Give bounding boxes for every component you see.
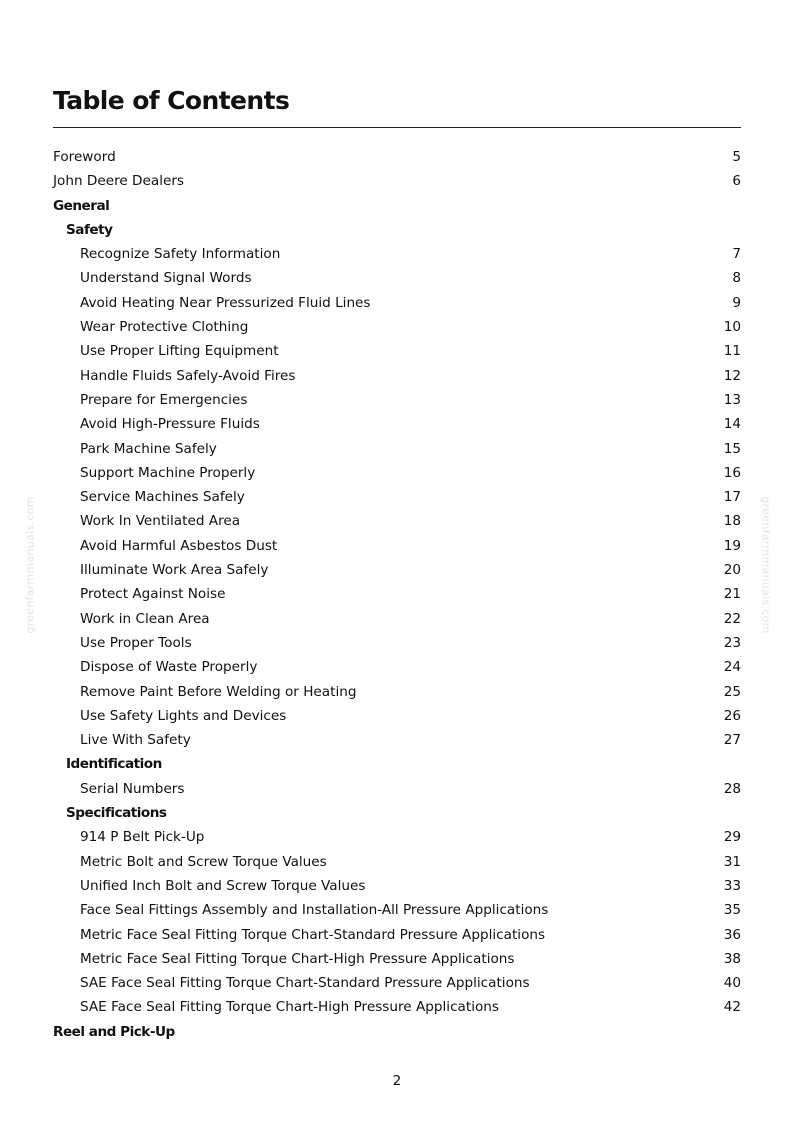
toc-entry-label: Dispose of Waste Properly — [80, 659, 258, 676]
toc-entry-label: Metric Face Seal Fitting Torque Chart-High Pressure Applications — [80, 950, 515, 967]
toc-entry-label: Handle Fluids Safely-Avoid Fires — [80, 367, 296, 384]
toc-entry-page: 21 — [723, 586, 741, 603]
toc-entry[interactable] — [53, 680, 741, 704]
toc-section-heading — [53, 1020, 741, 1044]
toc-entry-label: Serial Numbers — [80, 780, 185, 797]
toc-entry[interactable] — [53, 509, 741, 533]
toc-entry[interactable] — [53, 534, 741, 558]
toc-entry-label: Protect Against Noise — [80, 586, 226, 603]
toc-entry-page: 26 — [723, 707, 741, 724]
toc-entry-label: Illuminate Work Area Safely — [80, 562, 269, 579]
toc-entry-page: 6 — [732, 173, 741, 190]
toc-entry-page: 13 — [723, 391, 741, 408]
toc-entry[interactable] — [53, 607, 741, 631]
toc-entry[interactable] — [53, 655, 741, 679]
toc-entry-label: Specifications — [66, 805, 167, 822]
toc-entry-page: 8 — [732, 270, 741, 287]
toc-entry[interactable] — [53, 266, 741, 290]
toc-entry-label: Support Machine Properly — [80, 464, 256, 481]
toc-entry-page: 18 — [723, 513, 741, 530]
watermark-left: greenfarmmanuals.com — [23, 496, 37, 634]
toc-entry[interactable] — [53, 777, 741, 801]
toc-entry-label: Live With Safety — [80, 732, 191, 749]
toc-entry[interactable] — [53, 923, 741, 947]
toc-entry-label: Wear Protective Clothing — [80, 319, 249, 336]
toc-entry[interactable] — [53, 339, 741, 363]
toc-entry[interactable] — [53, 874, 741, 898]
toc-entry-page: 36 — [723, 926, 741, 943]
toc-section-heading — [53, 194, 741, 218]
toc-entry-page: 28 — [723, 780, 741, 797]
toc-entry-page: 10 — [723, 319, 741, 336]
watermark-right: greenfarmmanuals.com — [759, 496, 773, 634]
toc-entry-label: 914 P Belt Pick-Up — [80, 829, 205, 846]
toc-entry-label: Foreword — [53, 149, 116, 165]
toc-entry-page: 14 — [723, 416, 741, 433]
toc-entry[interactable] — [53, 169, 741, 193]
toc-entry-page: 20 — [723, 562, 741, 579]
toc-entry-page: 22 — [723, 610, 741, 627]
toc-entry[interactable] — [53, 971, 741, 995]
page-number: 2 — [392, 1073, 402, 1089]
toc-entry-label: Prepare for Emergencies — [80, 391, 248, 408]
toc-entry-label: Safety — [66, 221, 113, 238]
toc-entry-page: 9 — [732, 294, 741, 311]
toc-entry-label: Metric Face Seal Fitting Torque Chart-Standard Pressure Applications — [80, 926, 546, 943]
toc-entry-page: 40 — [723, 975, 741, 992]
toc-entry[interactable] — [53, 582, 741, 606]
toc-entry[interactable] — [53, 412, 741, 436]
toc-entry[interactable] — [53, 898, 741, 922]
toc-entry-label: Understand Signal Words — [80, 270, 252, 287]
toc-entry-label: John Deere Dealers — [53, 173, 185, 190]
toc-entry-page: 17 — [723, 489, 741, 506]
toc-entry-label: Face Seal Fittings Assembly and Installation-All Pressure Applications — [80, 902, 549, 919]
title-divider — [53, 127, 741, 128]
toc-list — [53, 145, 741, 1044]
toc-entry-label: Use Proper Lifting Equipment — [80, 343, 279, 360]
toc-entry[interactable] — [53, 461, 741, 485]
toc-entry-page: 25 — [723, 683, 741, 700]
toc-entry-label: Use Proper Tools — [80, 634, 192, 651]
page-title: Table of Contents — [53, 86, 290, 115]
toc-entry[interactable] — [53, 242, 741, 266]
toc-entry-page: 38 — [723, 950, 741, 967]
toc-entry-page: 42 — [723, 999, 741, 1016]
toc-entry[interactable] — [53, 558, 741, 582]
toc-entry-page: 15 — [723, 440, 741, 457]
toc-entry-label: Work in Clean Area — [80, 610, 210, 627]
toc-entry-label: Park Machine Safely — [80, 440, 217, 457]
toc-entry[interactable] — [53, 291, 741, 315]
toc-entry-label: Work In Ventilated Area — [80, 513, 241, 530]
toc-entry-label: Unified Inch Bolt and Screw Torque Values — [80, 877, 366, 894]
toc-entry-page: 29 — [723, 829, 741, 846]
toc-entry-label: Recognize Safety Information — [80, 246, 281, 263]
toc-entry-label: Service Machines Safely — [80, 489, 245, 506]
toc-entry[interactable] — [53, 485, 741, 509]
toc-entry-label: SAE Face Seal Fitting Torque Chart-High Pressure Applications — [80, 999, 499, 1016]
toc-entry[interactable] — [53, 315, 741, 339]
toc-entry-label: Avoid Heating Near Pressurized Fluid Lines — [80, 294, 371, 311]
toc-entry-label: Remove Paint Before Welding or Heating — [80, 683, 357, 700]
toc-section-heading — [53, 218, 741, 242]
toc-entry[interactable] — [53, 145, 741, 169]
toc-entry-page: 7 — [732, 246, 741, 263]
toc-entry-page: 16 — [723, 464, 741, 481]
toc-entry[interactable] — [53, 850, 741, 874]
toc-entry[interactable] — [53, 947, 741, 971]
toc-entry-page: 5 — [732, 149, 741, 165]
toc-entry[interactable] — [53, 825, 741, 849]
toc-entry[interactable] — [53, 388, 741, 412]
toc-entry-label: Avoid High-Pressure Fluids — [80, 416, 260, 433]
toc-entry-label: Use Safety Lights and Devices — [80, 707, 287, 724]
toc-entry[interactable] — [53, 437, 741, 461]
toc-entry-label: Metric Bolt and Screw Torque Values — [80, 853, 327, 870]
toc-section-heading — [53, 752, 741, 776]
toc-entry[interactable] — [53, 995, 741, 1019]
toc-entry-page: 23 — [723, 634, 741, 651]
toc-entry[interactable] — [53, 704, 741, 728]
toc-entry-label: Identification — [66, 756, 162, 773]
toc-entry-page: 19 — [723, 537, 741, 554]
toc-entry-page: 24 — [723, 659, 741, 676]
toc-entry-page: 27 — [723, 732, 741, 749]
toc-entry[interactable] — [53, 728, 741, 752]
toc-entry-page: 33 — [723, 877, 741, 894]
toc-entry-page: 11 — [723, 343, 741, 360]
toc-entry-label: Reel and Pick-Up — [53, 1023, 175, 1040]
toc-section-heading — [53, 801, 741, 825]
toc-entry[interactable] — [53, 631, 741, 655]
toc-entry-page: 35 — [723, 902, 741, 919]
toc-entry-label: Avoid Harmful Asbestos Dust — [80, 537, 278, 554]
toc-entry-page: 31 — [723, 853, 741, 870]
toc-entry-label: SAE Face Seal Fitting Torque Chart-Standard Pressure Applications — [80, 975, 530, 992]
toc-entry-label: General — [53, 197, 110, 214]
toc-entry[interactable] — [53, 364, 741, 388]
toc-entry-page: 12 — [723, 367, 741, 384]
